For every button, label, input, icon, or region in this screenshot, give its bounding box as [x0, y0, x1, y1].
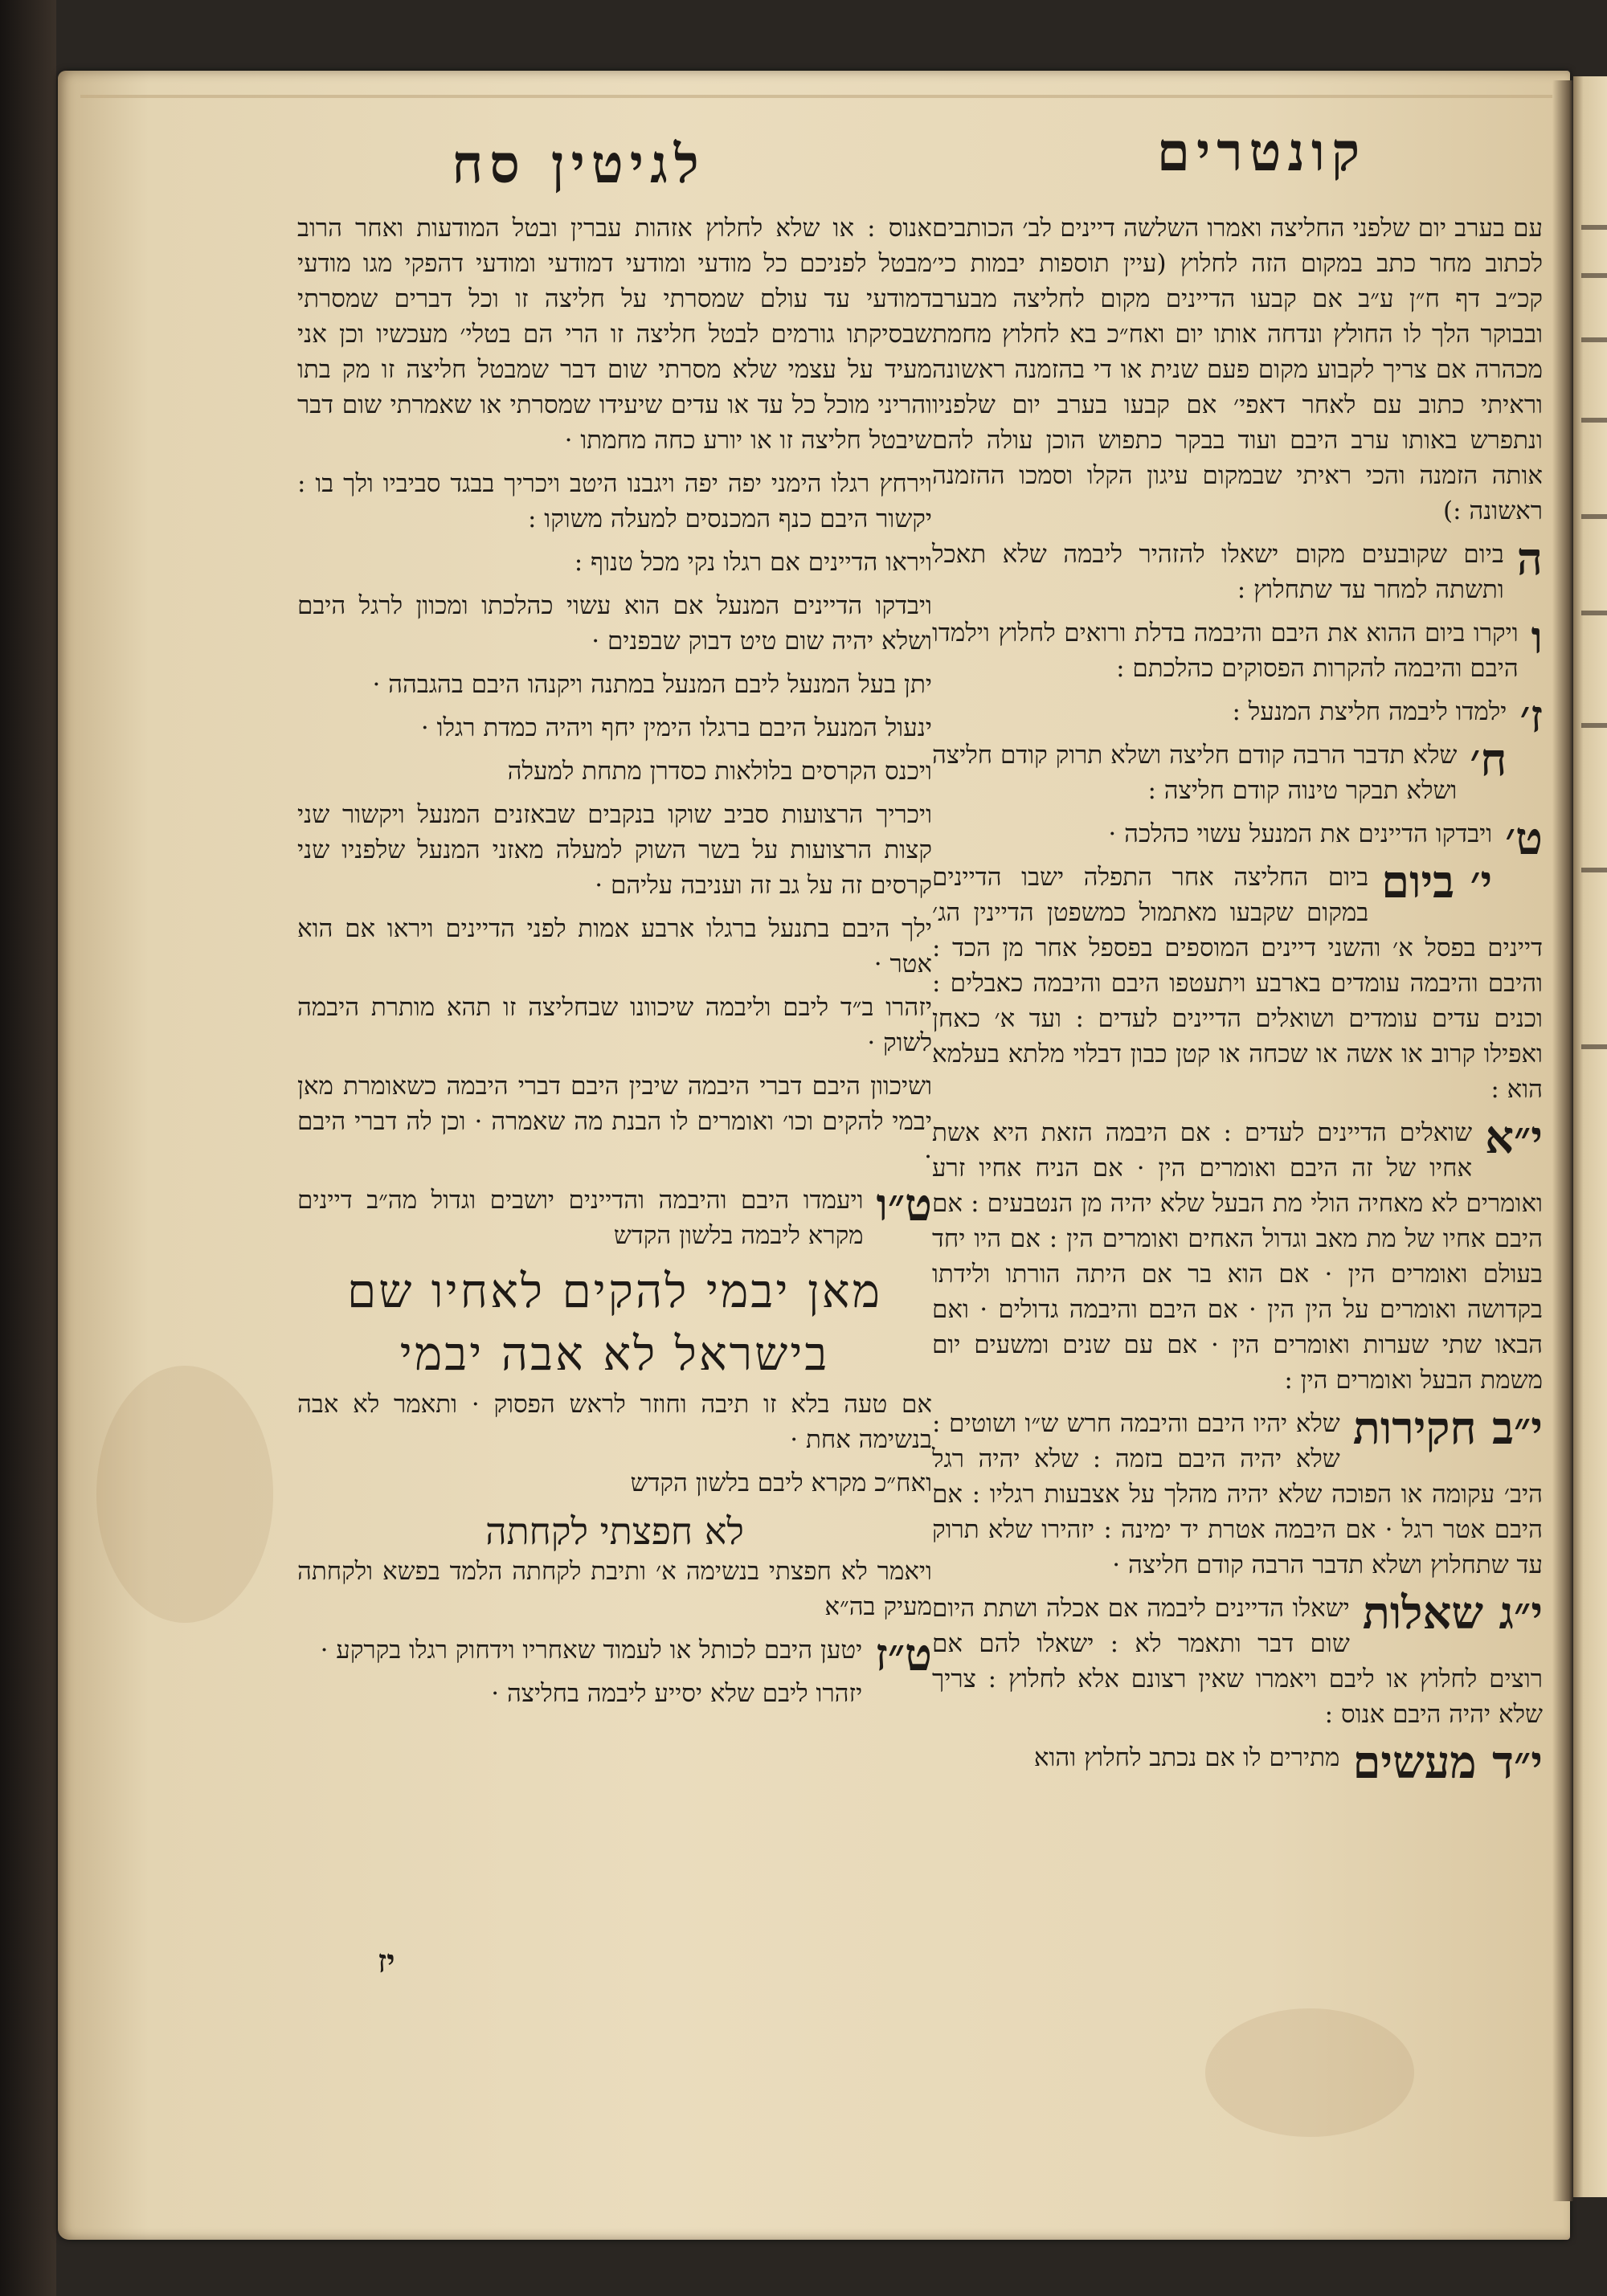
paragraph [932, 690, 1543, 743]
facing-page-text-line [1581, 868, 1607, 872]
paragraph: עם בערב יום שלפני החליצה ואמרו השלשה דיינים לב׳ הכותבים לכתוב מחר כתב במקום הזה לחלוץ (עיין תוספות יבמות כי׳ קכ״ב דף ח״ן ע״ב אם קבעו הדיינים מקום לחליצה מבערב ובבוקר הלך לו החולץ ונדחה אותו יום ואח״כ בא לחלוץ מחמת מכהרה אם צריך לקבוע מקום פעם שנית או די בהזמנה ראשונה וראיתי כתוב עם לאחר דאפי׳ אם קבעו בערב יום שלפניו ונתפרש באותו ערב היבם ועוד בבקר כתפוש הוכן עולה להם אותה הזמנה והכי ראיתי שבמקום עיגון הקלו וסמכו ההזמנה ראשונה :) [932, 214, 1543, 525]
paragraph-text: ויעמדו היבם והיבמה והדיינים יושבים וגדול מה״ב דיינים מקרא ליבמה בלשון הקדש [297, 1186, 864, 1250]
paragraph-text: ביום החליצה אחר התפלה ישבו הדיינים במקום שקבעו מאתמול כמשפטן הדיינין הג׳ דיינים בפסל א׳ והשני דיינים המוספים בפספל אחר מן הכד : והיבם והיבמה עומדים בארבע ויתעטפו היבם והיבמה כאבלים : וכנים עדים עומדים ושואלים הדיינים לעדים : ועד א׳ כאחן ואפילו קרוב או אשה או שכחה או קטן כבון דבלוי מלתא בעלמא הוא : [932, 863, 1543, 1104]
left-text-column [297, 210, 932, 1719]
paragraph [932, 1587, 1543, 1732]
paragraph [932, 1402, 1543, 1583]
paragraph-text: ישאלו הדיינים ליבמה אם אכלה ושתת היום שום דבר ותאמר לא : ישאלו להם אם רוצים לחלוץ או ליבם ויאמרו שאין רצונם אלא לחלוץ : צריך שלא יהיה היבם אנוס : [932, 1594, 1543, 1729]
paper-stain [96, 1366, 273, 1623]
paragraph-text: שואלים הדיינים לעדים : אם היבמה הזאת היא אשת אחיו של זה היבם ואומרים הין · אם הניח אחיו זרע ואומרים לא מאחיה הולי מת הבעל שלא יהיה מן הנטבעים : אם היבם אחיו של מת מאב וגדול האחים ואומרים הין : אם היו יחד בעולם ואומרים הין · אם הוא בר אם היתה הורתו ולידתו בקדושה ואומרים על הין הין · אם היבם והיבמה גדולים · ואם הבאו שתי שערות ואומרים הין · אם עם שנים ומשעים יום משמת הבעל ואומרים הין : [932, 1118, 1543, 1395]
facing-page-text-line [1581, 514, 1607, 519]
paragraph [932, 733, 1543, 808]
facing-page-text-line [1581, 723, 1607, 728]
section-marker: ט״ו [876, 1179, 932, 1232]
page-edge [80, 95, 1559, 98]
section-marker: י״ב חקירות [1352, 1402, 1543, 1455]
paragraph-text: שלא יהיו היבם והיבמה חרש ש״ו ושוטים : שלא יהיה היבם בזמה : שלא יהיה רגל היב׳ עקומה או הפוכה שלא יהיה מהלך על אצבעות רגליו : אם היבם אטר רגל · אם היבמה אטרת יד ימינה : יזהירו שלא תרוק עד שתחלוץ ושלא תדבר הרבה קודם חליצה · [932, 1409, 1543, 1579]
paragraph-text: ילמדו ליבמה חליצת המנעל : [1232, 697, 1507, 726]
paragraph [932, 856, 1543, 1107]
paragraph: יתן בעל המנעל ליבם המנעל במתנה ויקנהו היבם בהגבהה · [372, 670, 932, 699]
paragraph: ילך היבם בתנעל ברגלו ארבע אמות לפני הדיינים ויראו אם הוא אטר · [297, 914, 932, 978]
section-marker: ז׳ [1519, 690, 1543, 743]
paragraph: ויכנס הקרסים בלולאות כסדרן מתחת למעלה [507, 757, 932, 786]
paragraph [297, 1179, 932, 1253]
formula-large-line-1: מאן יבמי להקים לאחיו שם [347, 1264, 882, 1318]
formula-medium: לא חפצתי לקחתה [485, 1510, 744, 1553]
paragraph [932, 611, 1543, 686]
paragraph: ינעול המנעל היבם ברגלו הימין יחף ויהיה כמדת רגלו · [420, 713, 932, 742]
paper-stain [1205, 2008, 1414, 2137]
folio-number: יז [378, 1943, 395, 1980]
paragraph [932, 1736, 1543, 1789]
paragraph-text: יטען היבם לכותל או לעמוד שאחריו וידחוק רגלו בקרקע · [320, 1636, 863, 1665]
paragraph [932, 812, 1543, 865]
paragraph: וירחץ רגלו הימני יפה יפה ויגבנו היטב ויכריך בבגד סביביו ולך בו : יקשור היבם כנף המכנסים למעלה משוקו : [297, 469, 932, 533]
section-marker: ט׳ [1505, 812, 1543, 865]
facing-page-text-line [1581, 273, 1607, 278]
paragraph-text: ביום שקובעים מקום ישאלו להזהיר ליבמה שלא תאכל ותשתה למחר עד שתחלוץ : [932, 540, 1504, 604]
right-text-column [932, 210, 1543, 1789]
paragraph: ויבדקו הדיינים המנעל אם הוא עשוי כהלכתו ומכוון לרגל היבם ושלא יהיה שום טיט דבוק שבפנים · [297, 591, 932, 656]
section-marker: י״א [1485, 1111, 1543, 1164]
formula-large-line-2: בישראל לא אבה יבמי [399, 1326, 830, 1381]
paragraph-text: שלא תדבר הרבה קודם חליצה ושלא תרוק קודם חליצה ושלא תבקר טינוה קודם חליצה : [932, 741, 1458, 805]
section-marker: ח׳ [1470, 733, 1507, 786]
paragraph: ויאמר לא חפצתי בנשימה א׳ ותיבת לקחתה הלמד בפשא ולקחתה מעיק בה״א [297, 1557, 932, 1621]
paragraph [297, 1628, 932, 1681]
section-marker: ו [1531, 611, 1543, 664]
page-header-right: קונטרים [1156, 121, 1367, 183]
paragraph: יזהרו ב״ד ליבם וליבמה שיכוונו שבחליצה זו תהא מותרת היבמה לשוק · [297, 993, 932, 1057]
section-marker: ט״ז [875, 1628, 932, 1681]
paragraph: יזהרו ליבם שלא יסייע ליבמה בחליצה · [491, 1679, 863, 1708]
gutter [1552, 80, 1573, 2201]
paragraph: ויראו הדיינים אם רגלו נקי מכל טנוף : [574, 548, 932, 577]
section-marker: י׳ ביום [1381, 856, 1493, 909]
facing-page-text-line [1581, 337, 1607, 342]
section-marker: ה [1516, 533, 1543, 586]
facing-page-edge [1573, 76, 1607, 2197]
facing-page-text-line [1581, 611, 1607, 615]
section-marker: י״ד מעשים [1352, 1736, 1543, 1789]
page-header-left: לגיטין סח [452, 133, 705, 195]
facing-page-text-line [1581, 1044, 1607, 1049]
paragraph: אם טעה בלא זו תיבה וחוזר לראש הפסוק · ותאמר לא אבה בנשימה אחת · [297, 1390, 932, 1454]
facing-page-text-line [1581, 225, 1607, 230]
paragraph: ויכריך הרצועות סביב שוקו בנקבים שבאזנים המנעל ויקשור שני קצות הרצועות על בשר השוק למעלה מאזני המנעל שלפניו שני קרסים זה על גב זה ועניבה עליהם · [297, 800, 932, 900]
paragraph [932, 1111, 1543, 1398]
paragraph: ואח״כ מקרא ליבם בלשון הקדש [630, 1469, 932, 1497]
paragraph: אנוס : או שלא לחלוץ אזהות עברין ובטל המודעות ואחר הרוב מבטל לפניכם כל מודעי ומודעי דמודעי ומודעי דהפקי מגו מודעי דמודעי עד עולם שמסרתי על חליצה זו וכל דברים שמסרתי שבסיקתו גורמים לבטל חליצה זו הרי הם בטלי׳ מעכשיו וכן אני מעיד על עצמי שלא מסרתי שום דבר שמבטל חליצה זו מק בתו והריני מוכל כל עד או עדים שיעידו שמסרתי או שאמרתי שום דבר שיבטל חליצה זו או יורע כחה מחמתו · [297, 214, 932, 455]
paragraph-text: מתירים לו אם נכתב לחלוץ והוא [1033, 1743, 1340, 1772]
paragraph-text: ויקרו ביום ההוא את היבם והיבמה בדלת ורואים לחלוץ וילמדו היבם והיבמה להקרות הפסוקים כהלכתם : [932, 619, 1519, 683]
paragraph-text: ויבדקו הדיינים את המנעל עשוי כהלכה · [1108, 819, 1493, 848]
paragraph [932, 533, 1543, 607]
facing-page-text-line [1581, 418, 1607, 423]
paragraph: ושיכוון היבם דברי היבמה שיבין היבם דברי היבמה כשאומרת מאן יבמי להקים וכו׳ ואומרים לו הבנת מה שאמרה · וכן לה דברי היבם · [297, 1072, 932, 1171]
section-marker: י״ג שאלות [1362, 1587, 1543, 1640]
binding-shadow [0, 0, 56, 2296]
